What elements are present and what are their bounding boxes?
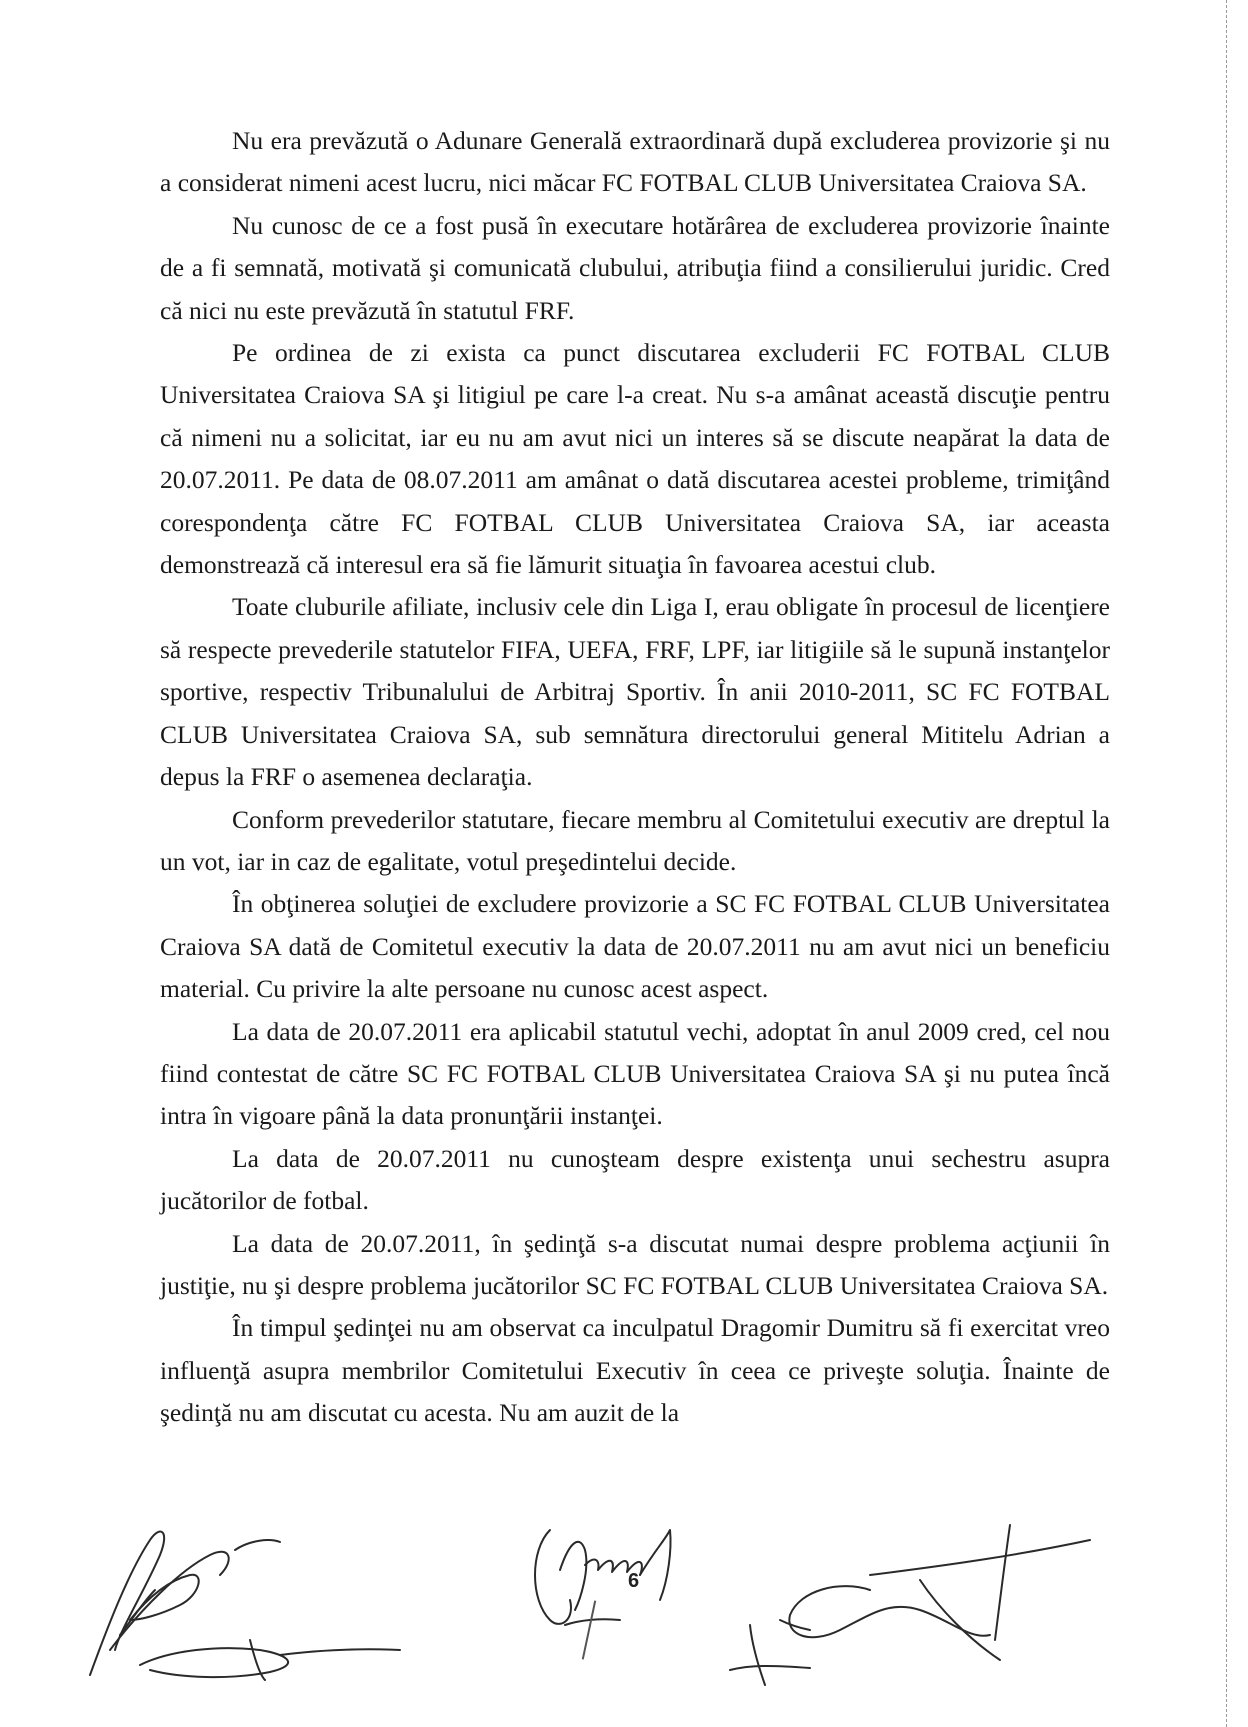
scan-edge-line xyxy=(1226,0,1227,1727)
paragraph: La data de 20.07.2011 era aplicabil statutul vechi, adoptat în anul 2009 cred, cel nou fiind contestat de către SC FC FOTBAL CLUB Universitatea Craiova SA şi nu putea încă intra în vigoare până la data pronunţării instanţei. xyxy=(160,1016,1110,1131)
signature-left xyxy=(20,1500,420,1690)
paragraph: În obţinerea soluţiei de excludere provizorie a SC FC FOTBAL CLUB Universitatea Craiova SA dată de Comitetul executiv la data de 20.07.2011 nu am avut nici un beneficiu material. Cu privire la alte persoane nu cunosc acest aspect. xyxy=(160,889,1110,1004)
paragraph: Toate cluburile afiliate, inclusiv cele din Liga I, erau obligate în procesul de licenţiere să respecte prevederile statutelor FIFA, UEFA, FRF, LPF, iar litigiile să le supună instanţelor sportive, respectiv Tribunalului de Arbitraj Sportiv. În anii 2010-2011, SC FC FOTBAL CLUB Universitatea Craiova SA, sub semnătura directorului general Mititelu Adrian a depus la FRF o asemenea declaraţia. xyxy=(160,592,1110,792)
document-body xyxy=(160,120,1110,1435)
page-number: 6 xyxy=(628,1570,640,1592)
paragraph: La data de 20.07.2011, în şedinţă s-a discutat numai despre problema acţiunii în justiţie, nu şi despre problema jucătorilor SC FC FOTBAL CLUB Universitatea Craiova SA. xyxy=(160,1228,1110,1300)
paragraph: Conform prevederilor statutare, fiecare membru al Comitetului executiv are dreptul la un vot, iar in caz de egalitate, votul preşedintelui decide. xyxy=(160,804,1110,876)
paragraph: Nu cunosc de ce a fost pusă în executare hotărârea de excluderea provizorie înainte de a fi semnată, motivată şi comunicată clubului, atribuţia fiind a consilierului juridic. Cred că nici nu este prevăzută în statutul FRF. xyxy=(160,210,1110,325)
paragraph: În timpul şedinţei nu am observat ca inculpatul Dragomir Dumitru să fi exercitat vreo influenţă asupra membrilor Comitetului Executiv în ceea ce priveşte soluţia. Înainte de şedinţă nu am discutat cu acesta. Nu am auzit de la xyxy=(160,1313,1110,1428)
paragraph: Nu era prevăzută o Adunare Generală extraordinară după excluderea provizorie şi nu a considerat nimeni acest lucru, nici măcar FC FOTBAL CLUB Universitatea Craiova SA. xyxy=(160,126,1110,198)
paragraph: La data de 20.07.2011 nu cunoşteam despre existenţa unui sechestru asupra jucătorilor de fotbal. xyxy=(160,1143,1110,1216)
signature-right xyxy=(690,1440,1110,1690)
paragraph: Pe ordinea de zi exista ca punct discutarea excluderii FC FOTBAL CLUB Universitatea Craiova SA şi litigiul pe care l-a creat. Nu s-a amânat această discuţie pentru că nimeni nu a solicitat, iar eu nu am avut nici un interes să se discute neapărat la data de 20.07.2011. Pe data de 08.07.2011 am amânat o dată discutarea acestei probleme, trimiţând corespondenţa către FC FOTBAL CLUB Universitatea Craiova SA, iar aceasta demonstrează că interesul era să fie lămurit situaţia în favoarea acestui club. xyxy=(160,338,1110,580)
